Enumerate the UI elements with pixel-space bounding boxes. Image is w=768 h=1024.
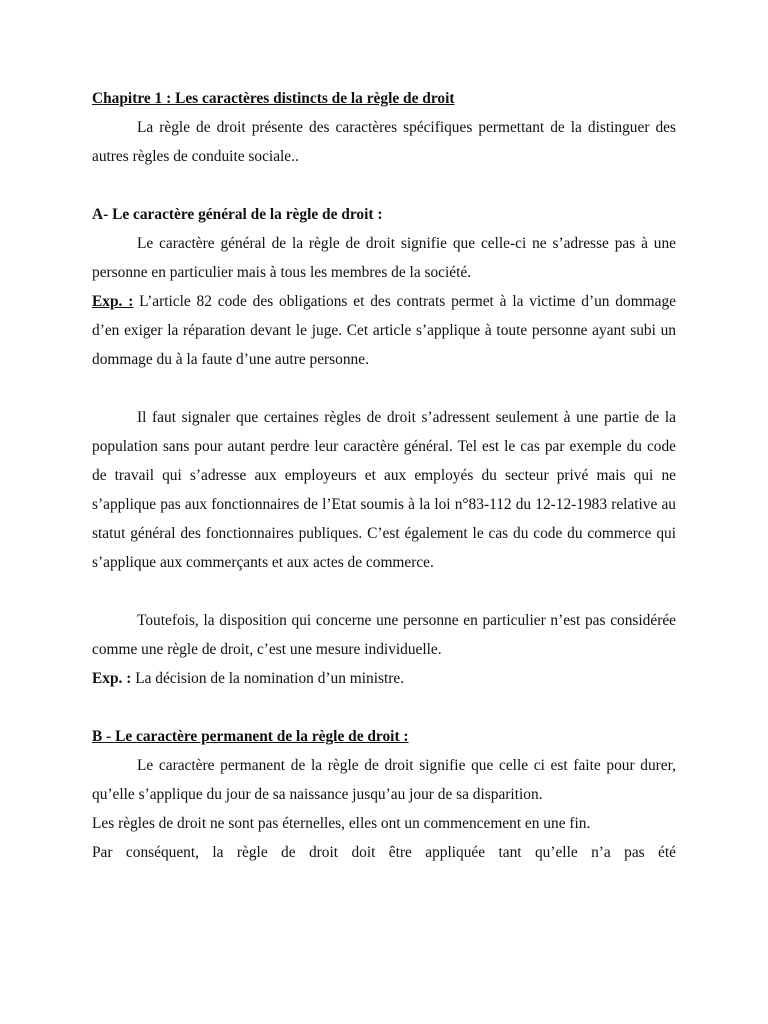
section-b-paragraph-2: Les règles de droit ne sont pas éternelles, elles ont un commencement en une fin. — [92, 815, 591, 832]
section-b-paragraph-1: Le caractère permanent de la règle de droit signifie que celle ci est faite pour durer, qu’elle s’applique du jour de sa naissance jusqu’au jour de sa disparition. — [92, 757, 676, 803]
example-text: La décision de la nomination d’un ministre. — [131, 670, 405, 687]
spacer — [92, 374, 676, 403]
section-a-paragraph-1: Le caractère général de la règle de droit signifie que celle-ci ne s’adresse pas à une personne en particulier mais à tous les membres de la société. — [92, 235, 676, 281]
section-b-paragraph-3: Par conséquent, la règle de droit doit être appliquée tant qu’elle n’a pas été — [92, 844, 676, 861]
section-a-example-2 — [92, 664, 676, 693]
section-a-heading: A- Le caractère général de la règle de droit : — [92, 206, 383, 223]
section-a-paragraph-2: Il faut signaler que certaines règles de droit s’adressent seulement à une partie de la population sans pour autant perdre leur caractère général. Tel est le cas par exemple du code de travail qui s’adresse aux employeurs et aux employés du secteur privé mais qui ne s’applique pas aux fonctionnaires de l’Etat soumis à la loi n°83-112 du 12-12-1983 relative au statut général des fonctionnaires publiques. C’est également le cas du code du commerce qui s’applique aux commerçants et aux actes de commerce. — [92, 409, 676, 571]
section-b-heading: B - Le caractère permanent de la règle de droit : — [92, 728, 409, 745]
section-a-example-1 — [92, 287, 676, 374]
spacer — [92, 171, 676, 200]
example-text: L’article 82 code des obligations et des contrats permet à la victime d’un dommage d’en exiger la réparation devant le juge. Cet article s’applique à toute personne ayant subi un dommage du à la faute d’une autre personne. — [92, 293, 676, 368]
chapter-title: Chapitre 1 : Les caractères distincts de la règle de droit — [92, 90, 455, 107]
chapter-intro: La règle de droit présente des caractères spécifiques permettant de la distinguer des autres règles de conduite sociale.. — [92, 119, 676, 165]
section-a-paragraph-3: Toutefois, la disposition qui concerne une personne en particulier n’est pas considérée comme une règle de droit, c’est une mesure individuelle. — [92, 612, 676, 658]
spacer — [92, 693, 676, 722]
document-body — [92, 84, 676, 867]
example-label: Exp. : — [92, 293, 134, 310]
spacer — [92, 577, 676, 606]
example-label: Exp. : — [92, 670, 132, 687]
